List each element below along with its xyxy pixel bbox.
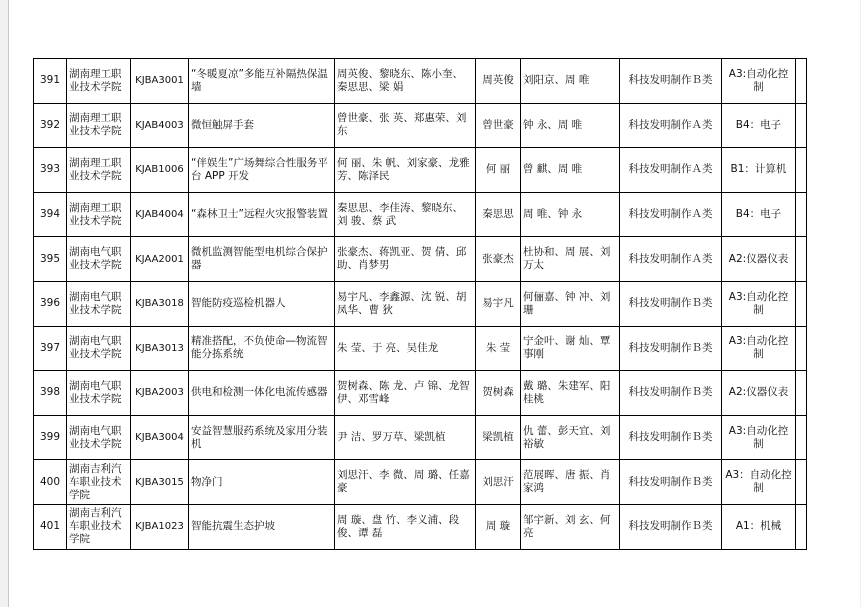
leader-cell: 朱 莹 [476,326,521,371]
category-cell: 科技发明制作Ａ类 [620,192,722,237]
row-number-cell: 393 [34,148,67,193]
project-code-cell: KJBA3004 [131,415,189,460]
row-number-cell: 396 [34,281,67,326]
project-code-cell: KJBA3013 [131,326,189,371]
project-code-cell: KJAB4003 [131,103,189,148]
advisors-cell: 戴 璐、朱建军、阳桂桃 [521,371,620,416]
leader-cell: 何 丽 [476,148,521,193]
school-name-cell: 湖南电气职业技术学院 [67,281,131,326]
group-cell: A3:自动化控制 [722,59,796,104]
empty-cell [796,192,807,237]
school-name-cell: 湖南吉利汽车职业技术学院 [67,460,131,505]
empty-cell [796,326,807,371]
authors-cell: 贺树森、陈 龙、卢 锦、龙智伊、邓雪峰 [335,371,476,416]
authors-cell: 曾世豪、张 英、郑惠荣、刘 东 [335,103,476,148]
group-cell: B1：计算机 [722,148,796,193]
project-code-cell: KJAB1006 [131,148,189,193]
table-row [34,460,807,505]
authors-cell: 何 丽、朱 帆、刘家豪、龙雅芳、陈泽民 [335,148,476,193]
table-row [34,148,807,193]
table-row [34,192,807,237]
project-code-cell: KJAA2001 [131,237,189,282]
empty-cell [796,59,807,104]
category-cell: 科技发明制作Ｂ类 [620,504,722,549]
group-cell: A2:仪器仪表 [722,371,796,416]
leader-cell: 秦思思 [476,192,521,237]
school-name-cell: 湖南电气职业技术学院 [67,326,131,371]
project-name-cell: “伴娱生”广场舞综合性服务平台 APP 开发 [189,148,335,193]
project-name-cell: 安益智慧服药系统及家用分装机 [189,415,335,460]
group-cell: A2:仪器仪表 [722,237,796,282]
school-name-cell: 湖南理工职业技术学院 [67,192,131,237]
document-page [8,0,860,607]
advisors-cell: 范展晖、唐 振、肖家鸿 [521,460,620,505]
row-number-cell: 398 [34,371,67,416]
row-number-cell: 394 [34,192,67,237]
advisors-cell: 曾 麒、周 唯 [521,148,620,193]
group-cell: A3:自动化控制 [722,281,796,326]
leader-cell: 刘思汗 [476,460,521,505]
empty-cell [796,371,807,416]
authors-cell: 朱 莹、于 亮、吴佳龙 [335,326,476,371]
advisors-cell: 杜协和、周 展、刘万太 [521,237,620,282]
advisors-cell: 何俪嘉、钟 冲、刘 珊 [521,281,620,326]
group-cell: B4：电子 [722,192,796,237]
category-cell: 科技发明制作Ｂ类 [620,460,722,505]
school-name-cell: 湖南理工职业技术学院 [67,59,131,104]
empty-cell [796,460,807,505]
advisors-cell: 刘阳京、周 唯 [521,59,620,104]
school-name-cell: 湖南电气职业技术学院 [67,415,131,460]
category-cell: 科技发明制作Ａ类 [620,148,722,193]
advisors-cell: 钟 永、周 唯 [521,103,620,148]
group-cell: A3:自动化控制 [722,326,796,371]
table-row [34,415,807,460]
advisors-cell: 宁金叶、谢 灿、覃事刚 [521,326,620,371]
advisors-cell: 仇 蕾、彭天宜、刘裕敏 [521,415,620,460]
authors-cell: 周英俊、黎晓东、陈小奎、秦思思、梁 娟 [335,59,476,104]
empty-cell [796,281,807,326]
project-name-cell: 物净门 [189,460,335,505]
project-name-cell: 精准搭配，不负使命—物流智能分拣系统 [189,326,335,371]
school-name-cell: 湖南电气职业技术学院 [67,371,131,416]
project-name-cell: “冬暖夏凉”多能互补隔热保温墙 [189,59,335,104]
authors-cell: 秦思思、李佳涛、黎晓东、刘 骏、蔡 武 [335,192,476,237]
authors-cell: 易宇凡、李鑫源、沈 锐、胡凤华、曹 狄 [335,281,476,326]
project-code-cell: KJBA3015 [131,460,189,505]
project-name-cell: 智能防疫巡检机器人 [189,281,335,326]
row-number-cell: 397 [34,326,67,371]
authors-cell: 周 璇、盘 竹、李义浦、段 俊、谭 磊 [335,504,476,549]
leader-cell: 贺树森 [476,371,521,416]
project-name-cell: 微恒触屏手套 [189,103,335,148]
school-name-cell: 湖南电气职业技术学院 [67,237,131,282]
row-number-cell: 400 [34,460,67,505]
project-code-cell: KJBA3018 [131,281,189,326]
category-cell: 科技发明制作Ｂ类 [620,371,722,416]
project-code-cell: KJBA1023 [131,504,189,549]
school-name-cell: 湖南吉利汽车职业技术学院 [67,504,131,549]
table-row [34,504,807,549]
category-cell: 科技发明制作Ｂ类 [620,326,722,371]
project-name-cell: 供电和检测一体化电流传感器 [189,371,335,416]
empty-cell [796,504,807,549]
table-row [34,326,807,371]
row-number-cell: 399 [34,415,67,460]
table-body [34,59,807,550]
leader-cell: 梁凯植 [476,415,521,460]
advisors-cell: 周 唯、钟 永 [521,192,620,237]
authors-cell: 尹 洁、罗万草、梁凯植 [335,415,476,460]
category-cell: 科技发明制作Ｂ类 [620,59,722,104]
leader-cell: 曾世豪 [476,103,521,148]
project-code-cell: KJBA2003 [131,371,189,416]
table-row [34,371,807,416]
leader-cell: 张豪杰 [476,237,521,282]
leader-cell: 易宇凡 [476,281,521,326]
project-code-cell: KJBA3001 [131,59,189,104]
category-cell: 科技发明制作Ａ类 [620,237,722,282]
award-table [33,58,807,550]
empty-cell [796,237,807,282]
leader-cell: 周英俊 [476,59,521,104]
category-cell: 科技发明制作Ｂ类 [620,281,722,326]
school-name-cell: 湖南理工职业技术学院 [67,103,131,148]
empty-cell [796,148,807,193]
row-number-cell: 392 [34,103,67,148]
category-cell: 科技发明制作Ｂ类 [620,415,722,460]
project-name-cell: “森林卫士”远程火灾报警装置 [189,192,335,237]
project-name-cell: 智能抗震生态护坡 [189,504,335,549]
group-cell: A1：机械 [722,504,796,549]
table-row [34,281,807,326]
group-cell: B4：电子 [722,103,796,148]
empty-cell [796,415,807,460]
group-cell: A3:自动化控制 [722,415,796,460]
school-name-cell: 湖南理工职业技术学院 [67,148,131,193]
row-number-cell: 391 [34,59,67,104]
authors-cell: 张豪杰、蒋凯亚、贺 倩、邱 助、肖梦男 [335,237,476,282]
table-row [34,59,807,104]
authors-cell: 刘思汗、李 微、周 璐、任嘉豪 [335,460,476,505]
project-code-cell: KJAB4004 [131,192,189,237]
table-row [34,237,807,282]
table-row [34,103,807,148]
empty-cell [796,103,807,148]
row-number-cell: 395 [34,237,67,282]
group-cell: A3：自动化控制 [722,460,796,505]
leader-cell: 周 璇 [476,504,521,549]
row-number-cell: 401 [34,504,67,549]
advisors-cell: 邹宇新、刘 玄、何 亮 [521,504,620,549]
project-name-cell: 微机监测智能型电机综合保护器 [189,237,335,282]
category-cell: 科技发明制作Ａ类 [620,103,722,148]
